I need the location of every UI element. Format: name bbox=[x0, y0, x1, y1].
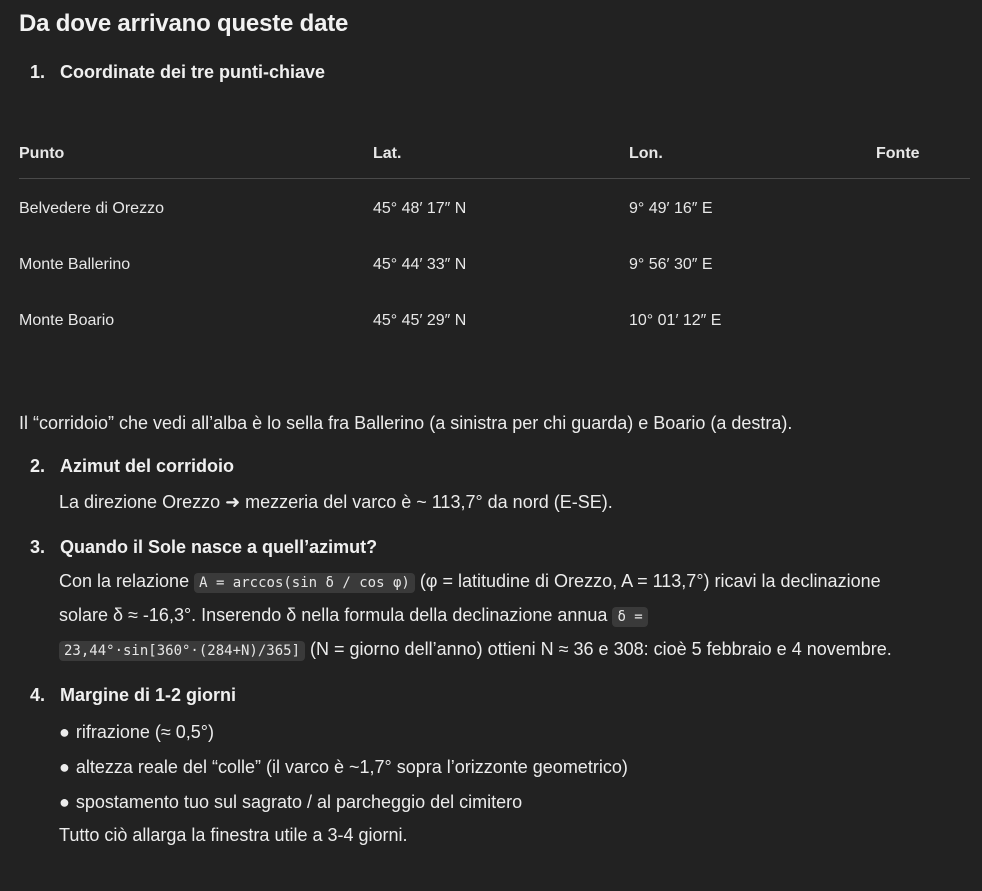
section-2-number: 2. bbox=[30, 456, 46, 476]
section-2-body: La direzione Orezzo ➜ mezzeria del varco è ~ 113,7° da nord (E-SE). bbox=[59, 492, 613, 512]
section-3-text: Con la relazione bbox=[59, 571, 195, 591]
section-3-heading bbox=[30, 537, 377, 558]
table-header-row bbox=[19, 130, 970, 179]
section-3-line-1 bbox=[59, 564, 881, 600]
section-3-text: (φ = latitudine di Orezzo, A = 113,7°) ricavi la declinazione bbox=[414, 571, 881, 591]
bullet-icon: ● bbox=[59, 792, 70, 812]
list-item-text: spostamento tuo sul sagrato / al parcheggio del cimitero bbox=[75, 792, 523, 812]
cell-lat: 45° 44′ 33″ N bbox=[373, 256, 467, 273]
cell-lat: 45° 45′ 29″ N bbox=[373, 312, 467, 329]
azimuth-formula-code: A = arccos(sin δ / cos φ) bbox=[194, 573, 415, 593]
cell-point: Monte Boario bbox=[19, 312, 115, 329]
list-item bbox=[59, 715, 214, 749]
cell-source bbox=[876, 179, 970, 238]
section-4-heading bbox=[30, 685, 236, 706]
section-1-heading bbox=[30, 62, 325, 83]
bullet-icon: ● bbox=[59, 757, 70, 777]
section-3-text: solare δ ≈ -16,3°. Inserendo δ nella formula della declinazione annua bbox=[59, 605, 613, 625]
declination-formula-code-start: δ = bbox=[612, 607, 647, 627]
section-1-number: 1. bbox=[30, 62, 46, 82]
cell-lon: 9° 56′ 30″ E bbox=[629, 256, 713, 273]
declination-formula-code-end: 23,44°·sin[360°·(284+N)/365] bbox=[59, 641, 305, 661]
cell-lat: 45° 48′ 17″ N bbox=[373, 200, 467, 217]
column-header-source: Fonte bbox=[876, 130, 970, 179]
cell-source bbox=[876, 237, 970, 293]
cell-lon: 10° 01′ 12″ E bbox=[629, 312, 722, 329]
section-4-number: 4. bbox=[30, 685, 46, 705]
coordinates-table bbox=[19, 130, 970, 349]
section-2-heading bbox=[30, 456, 234, 477]
table-row bbox=[19, 293, 970, 349]
table-row bbox=[19, 237, 970, 293]
list-item bbox=[59, 750, 628, 784]
list-item bbox=[59, 785, 522, 819]
section-3-number: 3. bbox=[30, 537, 46, 557]
list-item-text: rifrazione (≈ 0,5°) bbox=[75, 722, 214, 742]
column-header-lon: Lon. bbox=[629, 130, 876, 179]
section-2-title: Azimut del corridoio bbox=[60, 456, 235, 476]
section-3-line-3 bbox=[59, 632, 892, 668]
section-1-title: Coordinate dei tre punti-chiave bbox=[60, 62, 326, 82]
cell-point: Monte Ballerino bbox=[19, 256, 131, 273]
bullet-icon: ● bbox=[59, 722, 70, 742]
section-3-text: (N = giorno dell’anno) ottieni N ≈ 36 e 308: cioè 5 febbraio e 4 novembre. bbox=[305, 639, 892, 659]
list-item-text: altezza reale del “colle” (il varco è ~1,7° sopra l’orizzonte geometrico) bbox=[75, 757, 628, 777]
table-row bbox=[19, 179, 970, 238]
column-header-lat: Lat. bbox=[373, 130, 629, 179]
corridor-paragraph: Il “corridoio” che vedi all’alba è lo sella fra Ballerino (a sinistra per chi guarda) e Boario (a destra). bbox=[19, 413, 793, 433]
cell-lon: 9° 49′ 16″ E bbox=[629, 200, 713, 217]
section-3-line-2 bbox=[59, 598, 648, 634]
cell-source bbox=[876, 293, 970, 349]
section-4-conclusion: Tutto ciò allarga la finestra utile a 3-4 giorni. bbox=[59, 825, 408, 845]
column-header-point: Punto bbox=[19, 130, 373, 179]
page-title: Da dove arrivano queste date bbox=[19, 10, 349, 37]
section-3-title: Quando il Sole nasce a quell’azimut? bbox=[60, 537, 378, 557]
cell-point: Belvedere di Orezzo bbox=[19, 200, 164, 217]
section-4-title: Margine di 1-2 giorni bbox=[60, 685, 237, 705]
